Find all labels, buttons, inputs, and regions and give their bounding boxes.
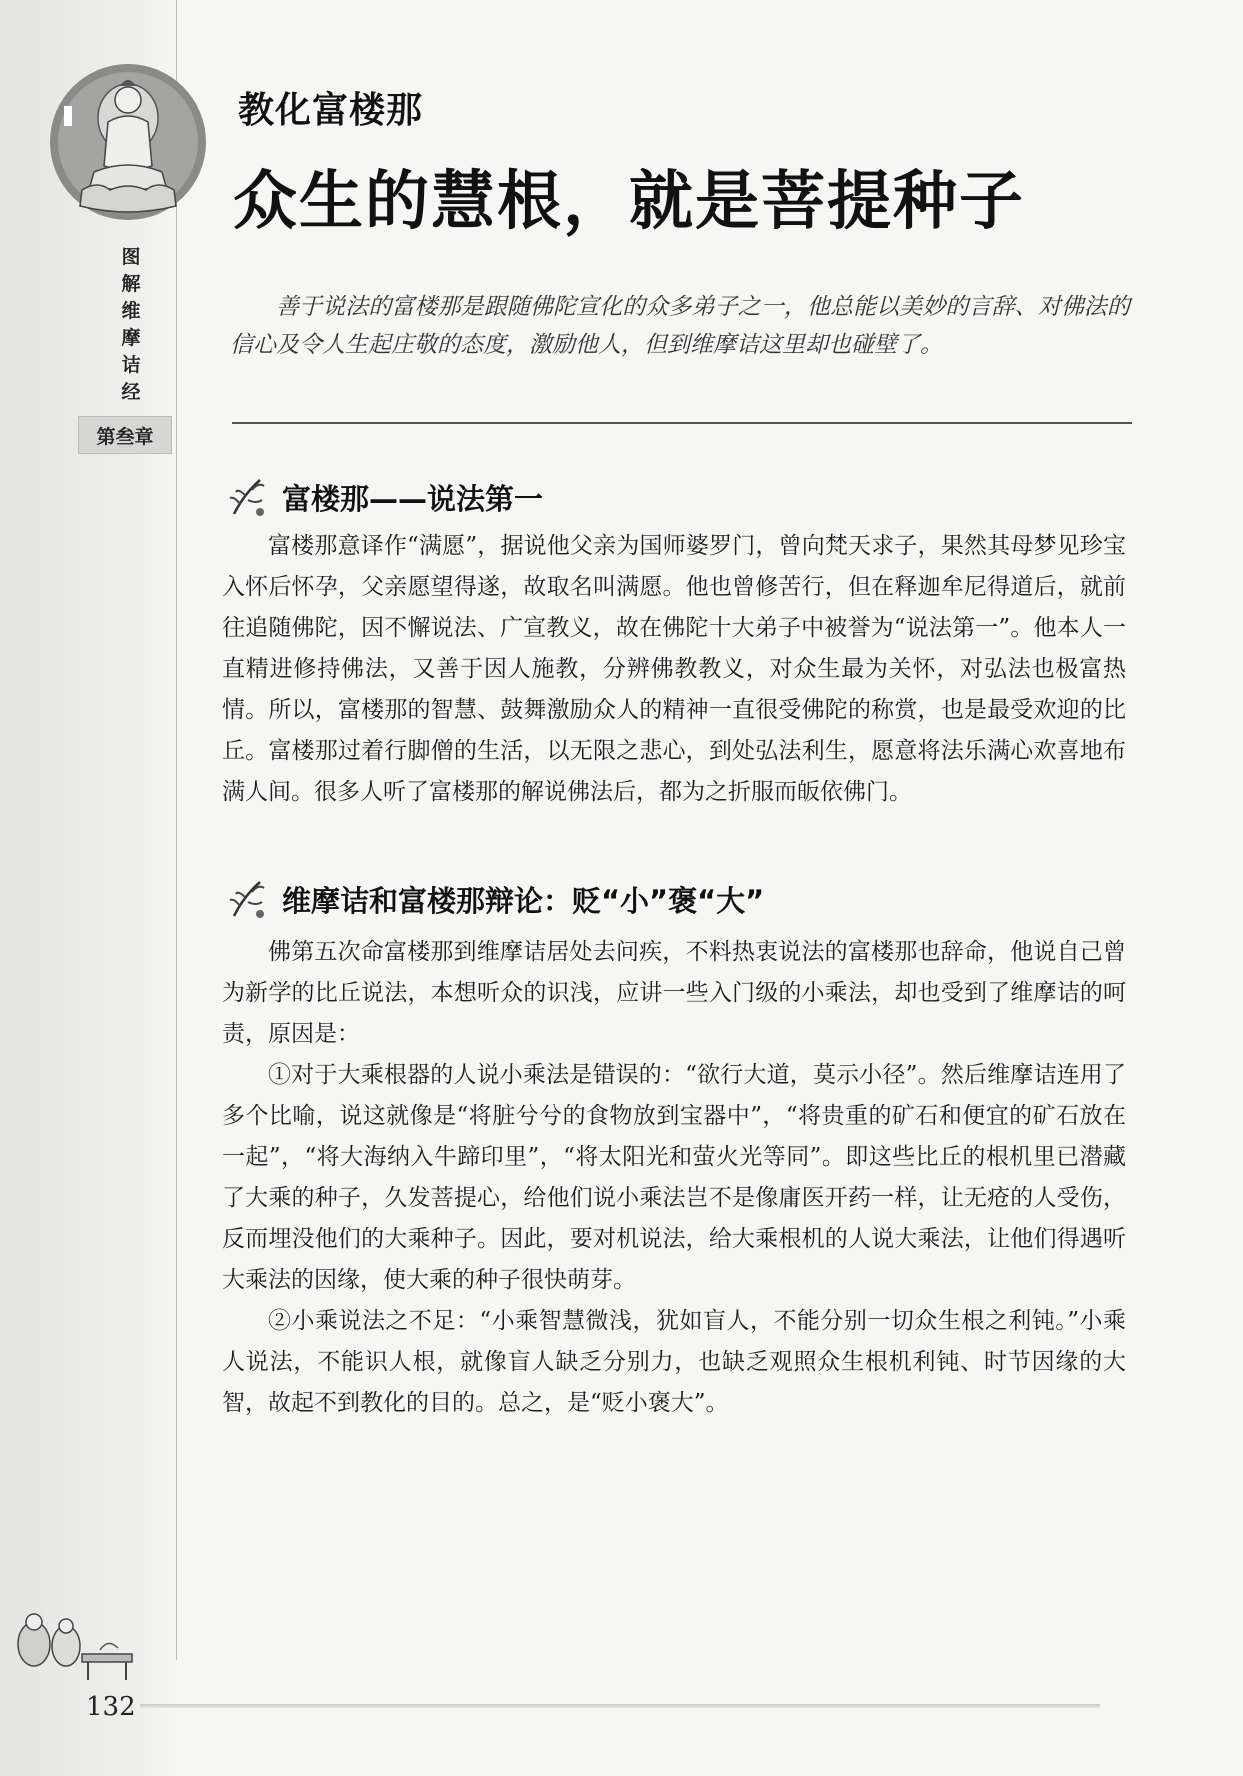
section-heading-2 [226, 876, 764, 922]
bamboo-icon [226, 876, 272, 922]
margin-band [0, 0, 176, 1776]
section-2-body [222, 932, 1126, 1424]
section-subtitle: 教化富楼那 [238, 90, 424, 131]
margin-divider [176, 0, 177, 1660]
section-1-body [222, 526, 1126, 813]
section-heading-1-text: 富楼那——说法第一 [282, 481, 544, 516]
section-heading-2-text: 维摩诘和富楼那辩论：贬“小”褒“大” [282, 883, 765, 918]
footer-rule [140, 1704, 1100, 1708]
intro-paragraph: 善于说法的富楼那是跟随佛陀宣化的众多弟子之一，他总能以美妙的言辞、对佛法的信心及令人生起庄敬的态度，激励他人，但到维摩诘这里却也碰壁了。 [230, 294, 1130, 358]
buddha-emblem-icon [48, 62, 208, 222]
scholars-illustration-icon [4, 1604, 144, 1684]
section-2-paragraph: 佛第五次命富楼那到维摩诘居处去问疾，不料热衷说法的富楼那也辞命，他说自己曾为新学的比丘说法，本想听众的识浅，应讲一些入门级的小乘法，却也受到了维摩诘的呵责，原因是： [222, 939, 1126, 1047]
section-2-paragraph: ②小乘说法之不足：“小乘智慧微浅，犹如盲人，不能分别一切众生根之利钝。”小乘人说法，不能识人根，就像盲人缺乏分别力，也缺乏观照众生根机利钝、时节因缘的大智，故起不到教化的目的。总之，是“贬小褒大”。 [222, 1308, 1126, 1416]
section-heading-1 [226, 474, 543, 520]
page-number: 132 [86, 1692, 136, 1722]
section-1-paragraph: 富楼那意译作“满愿”，据说他父亲为国师婆罗门，曾向梵天求子，果然其母梦见珍宝入怀后怀孕，父亲愿望得遂，故取名叫满愿。他也曾修苦行，但在释迦牟尼得道后，就前往追随佛陀，因不懈说法、广宣教义，故在佛陀十大弟子中被誉为“说法第一”。他本人一直精进修持佛法，又善于因人施教，分辨佛教教义，对众生最为关怀，对弘法也极富热情。所以，富楼那的智慧、鼓舞激励众人的精神一直很受佛陀的称赏，也是最受欢迎的比丘。富楼那过着行脚僧的生活，以无限之悲心，到处弘法利生，愿意将法乐满心欢喜地布满人间。很多人听了富楼那的解说佛法后，都为之折服而皈依佛门。 [222, 533, 1126, 805]
bamboo-icon [226, 474, 272, 520]
section-2-paragraph: ①对于大乘根器的人说小乘法是错误的：“欲行大道，莫示小径”。然后维摩诘连用了多个比喻，说这就像是“将脏兮兮的食物放到宝器中”，“将贵重的矿石和便宜的矿石放在一起”，“将大海纳入牛蹄印里”，“将太阳光和萤火光等同”。即这些比丘的根机里已潜藏了大乘的种子，久发菩提心，给他们说小乘法岂不是像庸医开药一样，让无疮的人受伤，反而埋没他们的大乘种子。因此，要对机说法，给大乘根机的人说大乘法，让他们得遇听大乘法的因缘，使大乘的种子很快萌芽。 [222, 1062, 1126, 1293]
book-title-vertical: 图解维摩诘经 [121, 246, 141, 403]
page-title: 众生的慧根，就是菩提种子 [233, 165, 1025, 239]
chapter-tag: 第叁章 [78, 416, 172, 454]
intro-divider [232, 422, 1132, 424]
